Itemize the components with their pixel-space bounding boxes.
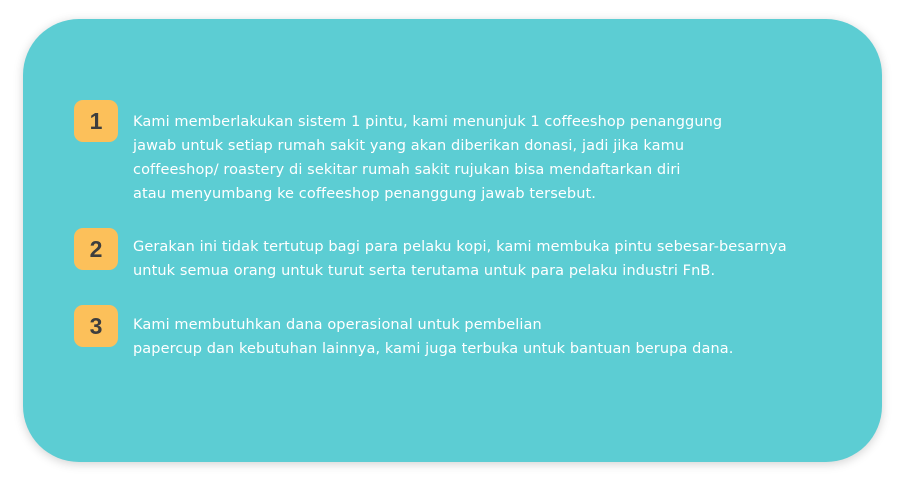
step-text-line: coffeeshop/ roastery di sekitar rumah sakit rujukan bisa mendaftarkan diri: [133, 162, 681, 178]
step-text-line: untuk semua orang untuk turut serta terutama untuk para pelaku industri FnB.: [133, 263, 716, 279]
step-text-line: Kami memberlakukan sistem 1 pintu, kami menunjuk 1 coffeeshop penanggung: [133, 114, 723, 130]
info-card: [23, 19, 882, 462]
step-number-badge: 2: [74, 228, 118, 270]
step-text-line: jawab untuk setiap rumah sakit yang akan diberikan donasi, jadi jika kamu: [133, 138, 685, 154]
step-number-badge: 3: [74, 305, 118, 347]
step-text-line: Gerakan ini tidak tertutup bagi para pelaku kopi, kami membuka pintu sebesar-besarnya: [133, 239, 787, 255]
step-text-line: atau menyumbang ke coffeeshop penanggung jawab tersebut.: [133, 186, 597, 202]
step-text-line: papercup dan kebutuhan lainnya, kami juga terbuka untuk bantuan berupa dana.: [133, 341, 734, 357]
step-description: [133, 235, 863, 283]
step-text-line: Kami membutuhkan dana operasional untuk pembelian: [133, 317, 542, 333]
step-number-badge: 1: [74, 100, 118, 142]
step-description: [133, 313, 863, 361]
step-description: [133, 110, 863, 206]
